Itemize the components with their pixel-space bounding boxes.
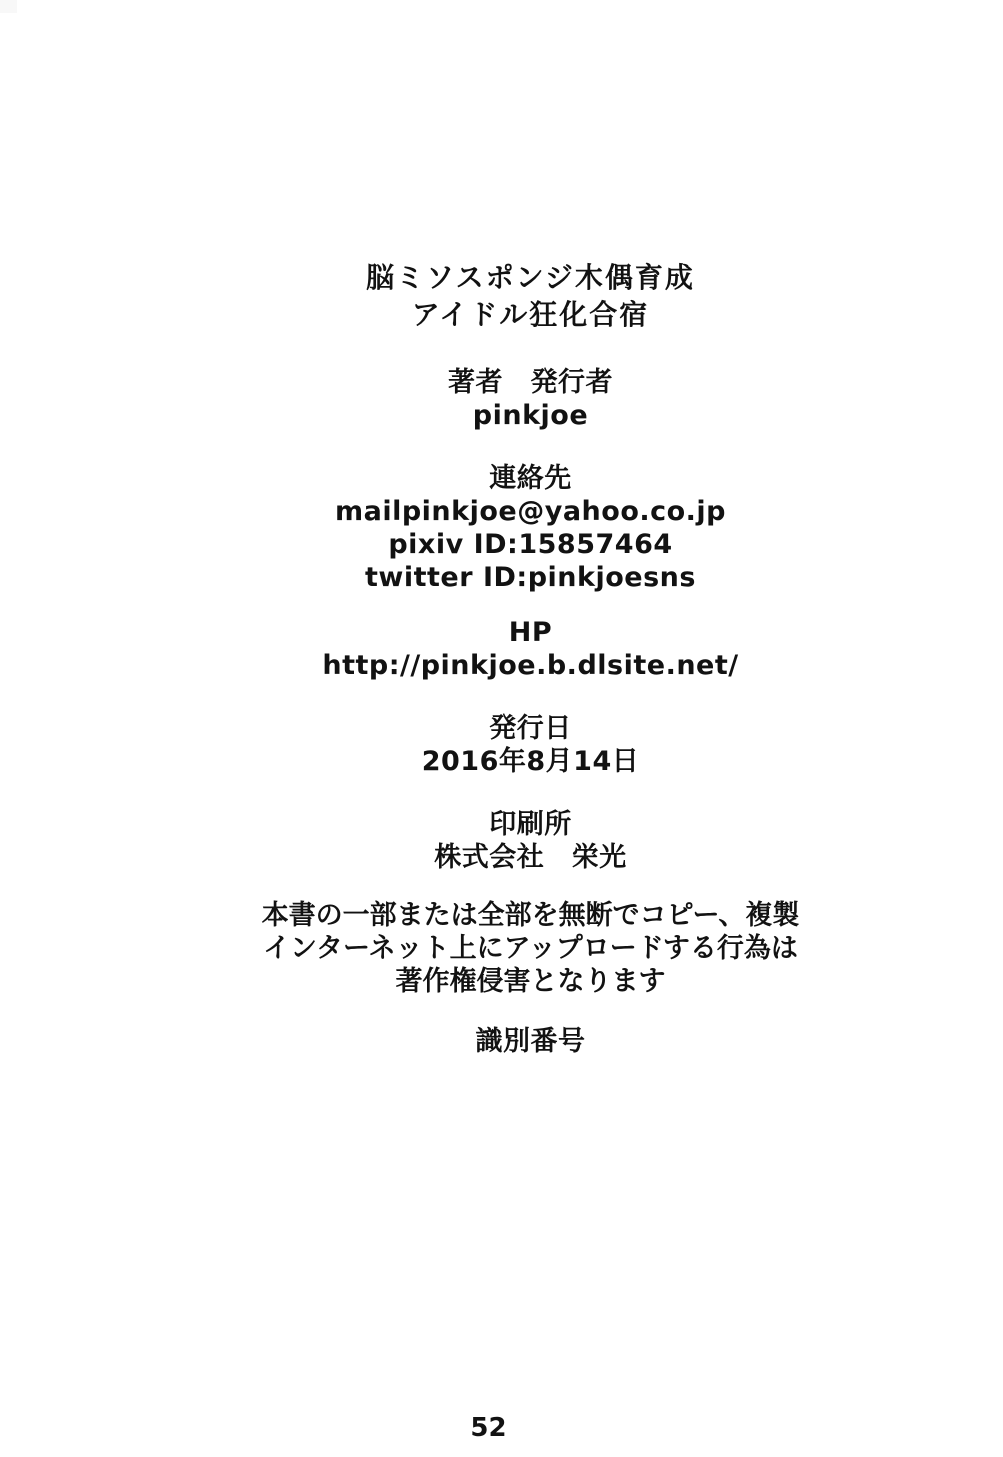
printer-heading: 印刷所 — [489, 809, 572, 840]
id-number-label: 識別番号 — [475, 1026, 586, 1057]
publication-heading: 発行日 — [489, 713, 572, 744]
hp-section — [58, 616, 1003, 682]
printer-section — [58, 808, 1003, 874]
contact-section — [58, 462, 1003, 594]
copyright-line-1: 本書の一部または全部を無断でコピー、複製 — [261, 900, 800, 931]
author-section — [58, 366, 1003, 432]
contact-email: mailpinkjoe@yahoo.co.jp — [334, 496, 727, 527]
contact-heading: 連絡先 — [489, 463, 572, 494]
contact-pixiv-id: pixiv ID:15857464 — [388, 529, 673, 560]
id-number-section — [58, 1025, 1003, 1058]
publication-date: 2016年8月14日 — [421, 746, 640, 777]
title-line-2: アイドル狂化合宿 — [411, 298, 650, 331]
hp-heading: HP — [508, 617, 553, 648]
printer-name: 株式会社 栄光 — [434, 842, 627, 873]
author-heading: 著者 発行者 — [448, 367, 613, 398]
contact-twitter-id: twitter ID:pinkjoesns — [365, 562, 696, 593]
doujin-title — [58, 259, 1003, 333]
hp-url: http://pinkjoe.b.dlsite.net/ — [322, 650, 739, 681]
copyright-line-2: インターネット上にアップロードする行為は — [263, 933, 798, 964]
copyright-line-3: 著作権侵害となります — [395, 966, 666, 997]
copyright-notice — [58, 899, 1003, 998]
title-line-1: 脳ミソスポンジ木偶育成 — [366, 261, 695, 294]
author-name: pinkjoe — [472, 400, 589, 431]
scan-artifact — [0, 0, 17, 13]
page-number: 52 — [470, 1413, 507, 1443]
publication-section — [58, 712, 1003, 778]
